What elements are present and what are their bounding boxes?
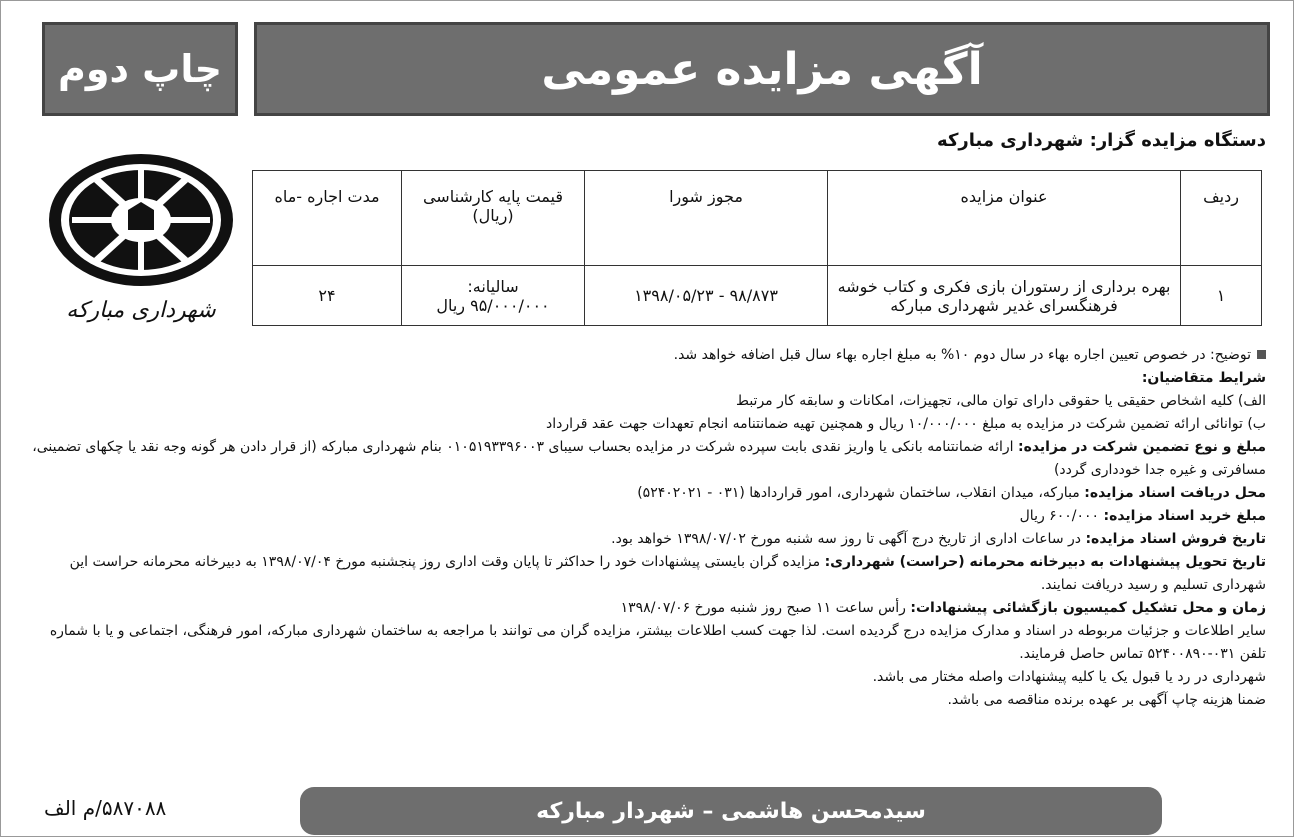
header-title: عنوان مزایده bbox=[828, 171, 1181, 266]
cell-price bbox=[402, 266, 585, 326]
header-duration: مدت اجاره -ماه bbox=[253, 171, 402, 266]
docs-place-line: محل دریافت اسناد مزایده: مبارکه، میدان انقلاب، ساختمان شهرداری، امور قراردادها (۰۳۱ - ۵۲۴۰۲۰۲۱) bbox=[637, 485, 1266, 501]
title-banner bbox=[254, 22, 1270, 116]
guarantee-line: مبلغ و نوع تضمین شرکت در مزایده: ارائه ضمانتنامه بانکی یا واریز نقدی بابت سپرده شرکت در مزایده بحساب سیبای ۰۱۰۵۱۹۳۳۹۶۰۰۳ بنام شهرداری مبارکه (از قرار دادن هر گونه وجه نقد یا چکهای تضمینی، مسافرتی و غیره جدا خودداری گردد) bbox=[32, 439, 1266, 478]
docs-price-line: مبلغ خرید اسناد مزایده: ۶۰۰/۰۰۰ ریال bbox=[1019, 508, 1266, 524]
municipality-emblem-icon bbox=[44, 150, 238, 290]
table-header-row bbox=[253, 171, 1262, 266]
condition-b: ب) توانائی ارائه تضمین شرکت در مزایده به مبلغ ۱۰/۰۰۰/۰۰۰ ریال و همچنین تهیه ضمانتنامه انجام تعهدات جهت عقد قرارداد bbox=[545, 416, 1266, 432]
note-line: توضیح: در خصوص تعیین اجاره بهاء در سال دوم ۱۰% به مبلغ اجاره بهاء سال قبل اضافه خواهد شد. bbox=[26, 344, 1266, 367]
rights-line: شهرداری در رد یا قبول یک یا کلیه پیشنهادات واصله مختار می باشد. bbox=[872, 669, 1266, 685]
table-row bbox=[253, 266, 1262, 326]
print-edition-box bbox=[42, 22, 238, 116]
auction-table bbox=[252, 170, 1262, 326]
cell-title bbox=[828, 266, 1181, 326]
print-edition-label: چاپ دوم bbox=[57, 47, 223, 91]
signature-text: سیدمحسن هاشمی – شهردار مبارکه bbox=[536, 798, 926, 824]
header-index: ردیف bbox=[1181, 171, 1262, 266]
condition-a: الف) کلیه اشخاص حقیقی یا حقوقی دارای توان مالی، تجهیزات، امکانات و سابقه کار مرتبط bbox=[736, 393, 1266, 409]
cell-price-line1: سالیانه: bbox=[467, 276, 519, 296]
organizer-label: دستگاه مزایده گزار: شهرداری مبارکه bbox=[937, 130, 1266, 151]
header-base-price: قیمت پایه کارشناسی (ریال) bbox=[402, 171, 585, 266]
delivery-line: تاریخ تحویل پیشنهادات به دبیرخانه محرمانه (حراست) شهرداری: مزایده گران بایستی پیشنهادات خود را حداکثر تا پایان وقت اداری روز پنجشنبه مورخ ۱۳۹۸/۰۷/۰۴ به دبیرخانه محرمانه حراست این شهرداری تسلیم و رسید دریافت نمایند. bbox=[69, 554, 1266, 593]
cost-line: ضمنا هزینه چاپ آگهی بر عهده برنده مناقصه می باشد. bbox=[947, 692, 1266, 708]
cell-title-line2: فرهنگسرای غدیر شهرداری مبارکه bbox=[890, 295, 1118, 315]
sale-date-line: تاریخ فروش اسناد مزایده: در ساعات اداری از تاریخ درج آگهی تا روز سه شنبه مورخ ۱۳۹۸/۰۷/۰۲ خواهد بود. bbox=[611, 531, 1266, 547]
cell-index: ۱ bbox=[1181, 266, 1262, 326]
logo bbox=[44, 150, 238, 330]
cell-duration: ۲۴ bbox=[253, 266, 402, 326]
cell-permit: ۹۸/۸۷۳ - ۱۳۹۸/۰۵/۲۳ bbox=[585, 266, 828, 326]
committee-line: زمان و محل تشکیل کمیسیون بازگشائی پیشنهادات: رأس ساعت ۱۱ صبح روز شنبه مورخ ۱۳۹۸/۰۷/۰۶ bbox=[620, 600, 1266, 616]
info-line: سایر اطلاعات و جزئیات مربوطه در اسناد و مدارک مزایده درج گردیده است. لذا جهت کسب اطلاعات بیشتر، مزایده گران می توانند با مراجعه به ساختمان شهرداری مبارکه، امور فرهنگی، اجتماعی و یا با شماره تلفن ۰۳۱-۵۲۴۰۰۸۹۰ تماس حاصل فرمایند. bbox=[49, 623, 1266, 662]
reference-code: ۵۸۷۰۸۸/م الف bbox=[44, 796, 167, 820]
page-title: آگهی مزایده عمومی bbox=[541, 43, 983, 95]
announcement-body bbox=[26, 344, 1266, 712]
conditions-title: شرایط متقاضیان: bbox=[1141, 370, 1266, 386]
cell-price-line2: ۹۵/۰۰۰/۰۰۰ ریال bbox=[436, 295, 550, 315]
cell-title-line1: بهره برداری از رستوران بازی فکری و کتاب خوشه bbox=[837, 276, 1171, 296]
signature-banner bbox=[300, 787, 1162, 835]
bullet-icon bbox=[1257, 350, 1266, 359]
logo-text: شهرداری مبارکه bbox=[66, 298, 216, 323]
header-permit: مجوز شورا bbox=[585, 171, 828, 266]
